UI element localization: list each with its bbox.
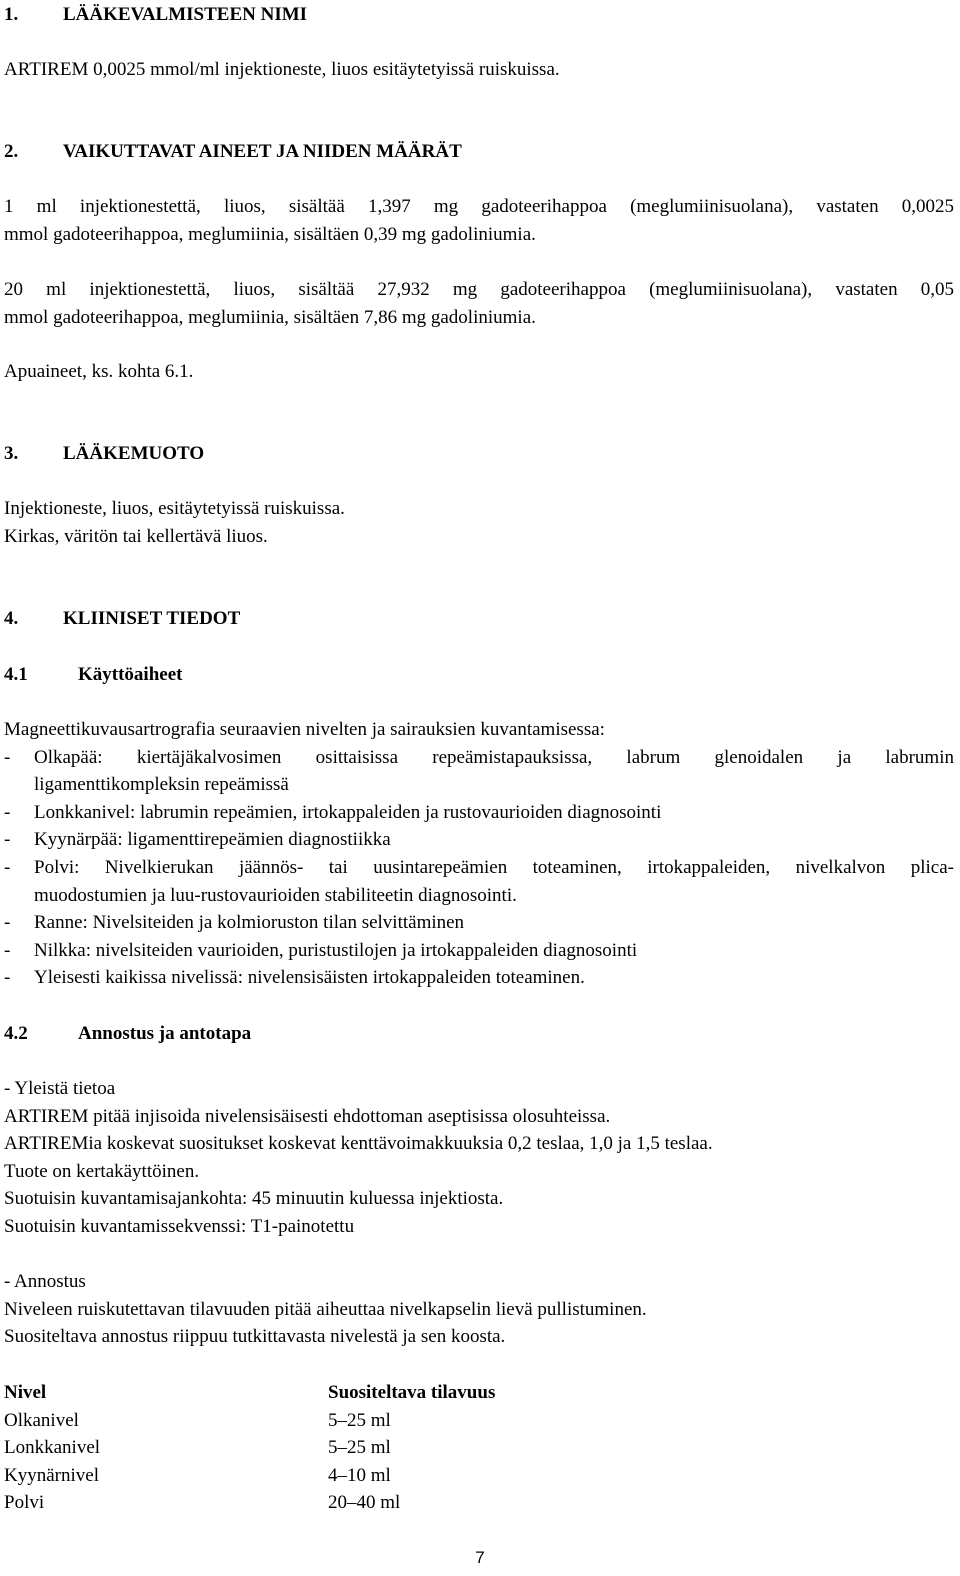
product-name-text: ARTIREM 0,0025 mmol/ml injektioneste, liuos esitäytetyissä ruiskuissa. [4, 59, 560, 80]
section-number: 3. [4, 443, 19, 464]
dose-table [4, 1379, 628, 1517]
section-title: LÄÄKEMUOTO [63, 443, 205, 464]
subheading: - Yleistä tietoa [4, 1078, 116, 1099]
table-cell-joint: Polvi [4, 1492, 45, 1514]
paragraph-line: ARTIREM pitää injisoida nivelensisäisesti ehdottoman aseptisissa olosuhteissa. [4, 1105, 611, 1127]
table-cell-volume: 4–10 ml [328, 1464, 391, 1486]
list-item [4, 937, 954, 965]
list-item-text: Olkapää: kiertäjäkalvosimen osittaisissa repeämistapauksissa, labrum glenoidalen ja labrumin [34, 746, 954, 768]
section-title: KLIINISET TIEDOT [63, 608, 241, 629]
list-dash: - [4, 856, 11, 878]
paragraph-line: 1 ml injektionestettä, liuos, sisältää 1,397 mg gadoteerihappoa (meglumiinisuolana), vastaten 0,0025 [4, 196, 954, 217]
paragraph-line: Tuote on kertakäyttöinen. [4, 1160, 200, 1182]
list-dash: - [4, 829, 11, 851]
indications-intro: Magneettikuvausartrografia seuraavien nivelten ja sairauksien kuvantamisessa: [4, 719, 605, 740]
section-2-heading [4, 138, 462, 166]
table-cell-volume: 5–25 ml [328, 1437, 391, 1459]
section-title: Annostus ja antotapa [78, 1023, 252, 1044]
section-4-2-heading [4, 1020, 251, 1048]
section-number: 1. [4, 4, 19, 25]
section-number: 2. [4, 141, 19, 162]
pharmaceutical-form [4, 495, 345, 550]
list-item-text: Kyynärpää: ligamenttirepeämien diagnostiikka [34, 829, 391, 851]
subheading: - Annostus [4, 1271, 86, 1292]
section-number: 4. [4, 608, 19, 629]
composition-paragraph-2 [4, 276, 954, 331]
section-4-1-heading [4, 661, 182, 689]
indications-block [4, 716, 954, 992]
general-info-block [4, 1075, 713, 1241]
section-title: Käyttöaiheet [78, 664, 183, 685]
list-item-text: Polvi: Nivelkierukan jäännös- tai uusintarepeämien toteaminen, irtokappaleiden, nivelkalvon plica- [34, 856, 954, 878]
table-cell-joint: Lonkkanivel [4, 1437, 101, 1459]
paragraph-line: ARTIREMia koskevat suositukset koskevat kenttävoimakkuuksia 0,2 teslaa, 1,0 ja 1,5 teslaa. [4, 1133, 713, 1155]
table-cell-joint: Kyynärnivel [4, 1464, 99, 1486]
list-item-text: muodostumien ja luu-rustovaurioiden stabiliteetin diagnosointi. [34, 884, 517, 906]
list-item [4, 826, 954, 854]
section-3-heading [4, 440, 204, 468]
table-cell-volume: 5–25 ml [328, 1409, 391, 1431]
paragraph-line: Injektioneste, liuos, esitäytetyissä ruiskuissa. [4, 498, 345, 519]
list-dash: - [4, 801, 11, 823]
excipients-text: Apuaineet, ks. kohta 6.1. [4, 361, 194, 382]
section-number: 4.2 [4, 1023, 28, 1044]
list-item-text: Nilkka: nivelsiteiden vaurioiden, puristustilojen ja irtokappaleiden diagnosointi [34, 939, 638, 961]
table-header-joint: Nivel [4, 1382, 47, 1403]
table-cell-volume: 20–40 ml [328, 1492, 401, 1514]
list-item [4, 744, 954, 799]
paragraph-line: Suotuisin kuvantamissekvenssi: T1-painotettu [4, 1215, 355, 1237]
list-item-text: ligamenttikompleksin repeämissä [34, 774, 289, 796]
table-cell-joint: Olkanivel [4, 1409, 79, 1431]
section-4-heading [4, 605, 240, 633]
paragraph-line: Kirkas, väritön tai kellertävä liuos. [4, 525, 268, 547]
paragraph-line: mmol gadoteerihappoa, meglumiinia, sisältäen 0,39 mg gadoliniumia. [4, 223, 536, 245]
list-dash: - [4, 939, 11, 961]
list-item-text: Ranne: Nivelsiteiden ja kolmioruston tilan selvittäminen [34, 912, 465, 934]
list-item [4, 964, 954, 992]
paragraph-line: mmol gadoteerihappoa, meglumiinia, sisältäen 7,86 mg gadoliniumia. [4, 306, 536, 328]
page-number: 7 [475, 1548, 485, 1567]
list-item [4, 854, 954, 909]
section-1-heading [4, 1, 307, 29]
composition-paragraph-1 [4, 193, 954, 248]
section-number: 4.1 [4, 664, 28, 685]
table-header-volume: Suositeltava tilavuus [328, 1382, 496, 1403]
list-item [4, 909, 954, 937]
paragraph-line: Suositeltava annostus riippuu tutkittavasta nivelestä ja sen koosta. [4, 1326, 506, 1348]
list-item-text: Lonkkanivel: labrumin repeämien, irtokappaleiden ja rustovaurioiden diagnosointi [34, 801, 662, 823]
section-title: VAIKUTTAVAT AINEET JA NIIDEN MÄÄRÄT [63, 141, 462, 162]
section-title: LÄÄKEVALMISTEEN NIMI [63, 4, 308, 25]
list-item [4, 799, 954, 827]
list-dash: - [4, 912, 11, 934]
list-dash: - [4, 746, 11, 768]
dosage-block [4, 1268, 647, 1351]
paragraph-line: 20 ml injektionestettä, liuos, sisältää 27,932 mg gadoteerihappoa (meglumiinisuolana), vastaten 0,05 [4, 279, 954, 300]
list-item-text: Yleisesti kaikissa nivelissä: nivelensisäisten irtokappaleiden toteaminen. [34, 967, 585, 989]
paragraph-line: Suotuisin kuvantamisajankohta: 45 minuutin kuluessa injektiosta. [4, 1188, 504, 1210]
paragraph-line: Niveleen ruiskutettavan tilavuuden pitää aiheuttaa nivelkapselin lievä pullistuminen. [4, 1298, 647, 1320]
list-dash: - [4, 967, 11, 989]
